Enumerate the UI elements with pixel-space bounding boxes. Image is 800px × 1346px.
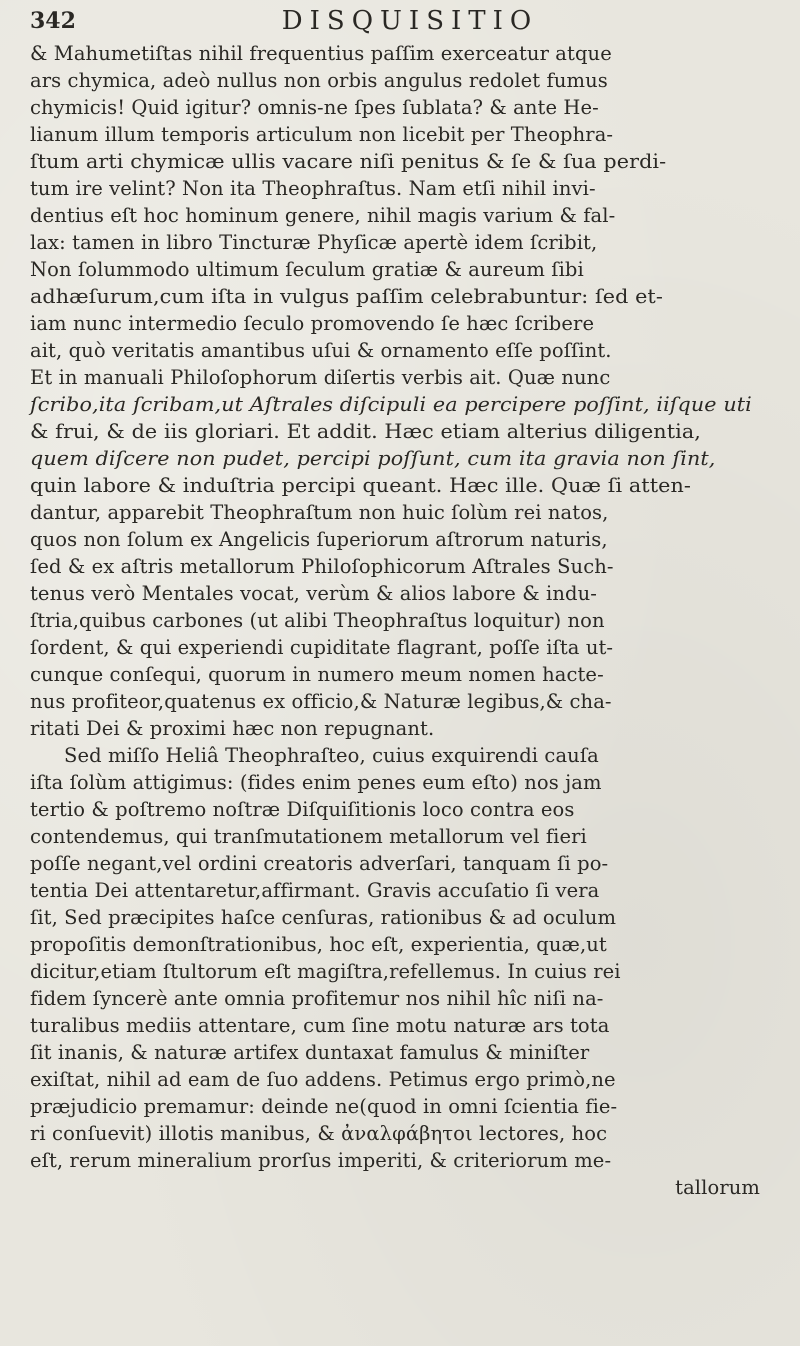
text-line: propoſitis demonſtrationibus, hoc eſt, experientia, quæ,ut: [30, 933, 607, 956]
text-line: dentius eſt hoc hominum genere, nihil magis varium & fal-: [30, 204, 616, 227]
text-line: iam nunc intermedio ſeculo promovendo ſe hæc ſcribere: [30, 312, 595, 335]
text-line: nus profiteor,quatenus ex officio,& Naturæ legibus,& cha-: [30, 690, 612, 713]
text-line: Et in manuali Philoſophorum diſertis verbis ait. Quæ nunc: [30, 366, 611, 389]
text-line-paragraph-start: Sed miſſo Heliâ Theophraſteo, cuius exquirendi cauſa: [64, 744, 599, 767]
text-line: iſta ſolùm attigimus: (fides enim penes eum eſto) nos jam: [30, 771, 602, 794]
page-header: [30, 6, 780, 36]
text-line: ſit, Sed præcipites haſce cenſuras, rationibus & ad oculum: [30, 906, 617, 929]
text-line: quin labore & induſtria percipi queant. Hæc ille. Quæ ſi atten-: [30, 474, 691, 497]
text-line: eſt, rerum mineralium prorſus imperiti, & criteriorum me-: [30, 1149, 612, 1172]
text-line: fidem ſyncerè ante omnia profitemur nos nihil hîc niſi na-: [30, 987, 604, 1010]
text-line: ait, quò veritatis amantibus uſui & ornamento eſſe poſſint.: [30, 339, 612, 362]
text-line: ſtria,quibus carbones (ut alibi Theophraſtus loquitur) non: [30, 609, 605, 632]
text-line: lianum illum temporis articulum non licebit per Theophra-: [30, 123, 614, 146]
text-line: lax: tamen in libro Tincturæ Phyſicæ apertè idem ſcribit,: [30, 231, 598, 254]
catchword: tallorum: [675, 1176, 760, 1199]
text-line: ſtum arti chymicæ ullis vacare niſi penitus & ſe & ſua perdi-: [30, 150, 667, 173]
body-text: [30, 40, 790, 1201]
text-line: ſordent, & qui experiendi cupiditate flagrant, poſſe iſta ut-: [30, 636, 614, 659]
text-line: & Mahumetiſtas nihil frequentius paſſim exerceatur atque: [30, 42, 612, 65]
text-line: ritati Dei & proximi hæc non repugnant.: [30, 717, 435, 740]
text-line: chymicis! Quid igitur? omnis-ne ſpes ſublata? & ante He-: [30, 96, 599, 119]
text-line: tum ire velint? Non ita Theophraſtus. Nam etſi nihil invi-: [30, 177, 596, 200]
text-line: contendemus, qui tranſmutationem metallorum vel fieri: [30, 825, 587, 848]
text-line: tentia Dei attentaretur,affirmant. Gravis accuſatio ſi vera: [30, 879, 600, 902]
running-head: DISQUISITIO: [281, 6, 539, 36]
text-line: tertio & poſtremo noſtræ Diſquiſitionis loco contra eos: [30, 798, 575, 821]
text-line: ſed & ex aſtris metallorum Philoſophicorum Aſtrales Such-: [30, 555, 614, 578]
text-line-italic: ſcribo,ita ſcribam,ut Aſtrales diſcipuli ea percipere poſſint, iiſque uti: [30, 393, 752, 416]
text-line: turalibus mediis attentare, cum ſine motu naturæ ars tota: [30, 1014, 610, 1037]
page-number: 342: [30, 8, 76, 34]
text-line: adhæſurum,cum iſta in vulgus paſſim celebrabuntur: ſed et-: [30, 285, 663, 308]
text-line: cunque conſequi, quorum in numero meum nomen hacte-: [30, 663, 604, 686]
text-line: exiſtat, nihil ad eam de ſuo addens. Petimus ergo primò,ne: [30, 1068, 616, 1091]
text-line: dicitur,etiam ſtultorum eſt magiſtra,refellemus. In cuius rei: [30, 960, 621, 983]
text-line: ars chymica, adeò nullus non orbis angulus redolet fumus: [30, 69, 608, 92]
text-line-italic: quem diſcere non pudet, percipi poſſunt, cum ita gravia non ſint,: [30, 447, 716, 470]
text-line: dantur, apparebit Theophraſtum non huic ſolùm rei natos,: [30, 501, 609, 524]
text-line: Non ſolummodo ultimum ſeculum gratiæ & aureum ſibi: [30, 258, 584, 281]
text-line: ri conſuevit) illotis manibus, & ἀναλφάβητοι lectores, hoc: [30, 1122, 608, 1145]
text-line: & frui, & de iis gloriari. Et addit. Hæc etiam alterius diligentia,: [30, 420, 701, 443]
text-line: poſſe negant,vel ordini creatoris adverſari, tanquam ſi po-: [30, 852, 609, 875]
text-line: quos non ſolum ex Angelicis ſuperiorum aſtrorum naturis,: [30, 528, 608, 551]
text-line: ſit inanis, & naturæ artifex duntaxat famulus & miniſter: [30, 1041, 590, 1064]
text-line: tenus verò Mentales vocat, verùm & alios labore & indu-: [30, 582, 597, 605]
text-line: præjudicio premamur: deinde ne(quod in omni ſcientia fie-: [30, 1095, 618, 1118]
